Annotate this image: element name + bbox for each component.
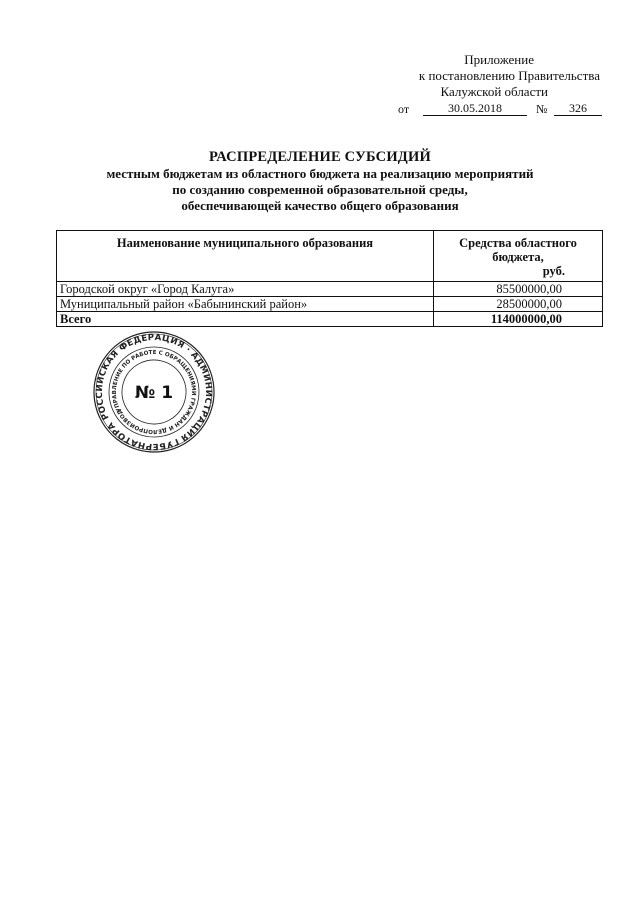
from-label: от xyxy=(398,102,410,116)
resolution-date: 30.05.2018 xyxy=(423,101,527,116)
header-funds-unit: руб. xyxy=(542,264,565,278)
appendix-header xyxy=(360,52,600,100)
table-total-row xyxy=(57,312,603,327)
appendix-region: Калужской области xyxy=(440,84,548,99)
official-seal xyxy=(90,330,218,454)
seal-number: № 1 xyxy=(134,383,174,403)
title-main: РАСПРЕДЕЛЕНИЕ СУБСИДИЙ xyxy=(209,149,431,165)
title-line-1: местным бюджетам из областного бюджета на реализацию мероприятий xyxy=(106,166,534,181)
table-row xyxy=(57,297,603,312)
header-funds xyxy=(434,231,603,282)
row-amount: 28500000,00 xyxy=(434,297,603,312)
resolution-date-number xyxy=(398,102,603,118)
table-row xyxy=(57,282,603,297)
row-municipality: Муниципальный район «Бабынинский район» xyxy=(57,297,434,312)
document-title xyxy=(0,148,640,214)
number-label: № xyxy=(536,102,548,116)
header-funds-line1: Средства областного xyxy=(459,236,577,250)
total-label: Всего xyxy=(57,312,434,327)
total-amount: 114000000,00 xyxy=(434,312,603,327)
row-municipality: Городской округ «Город Калуга» xyxy=(57,282,434,297)
table-header-row xyxy=(57,231,603,282)
seal-outer-text: РОССИЙСКАЯ ФЕДЕРАЦИЯ · АДМИНИСТРАЦИЯ ГУБЕРНАТОРА xyxy=(94,332,214,452)
title-line-2: по созданию современной образовательной среды, xyxy=(172,182,468,197)
row-amount: 85500000,00 xyxy=(434,282,603,297)
title-line-3: обеспечивающей качество общего образования xyxy=(181,198,459,213)
subsidy-table xyxy=(56,230,603,327)
appendix-resolution: к постановлению Правительства xyxy=(418,68,600,83)
header-funds-line2: бюджета, xyxy=(492,250,544,264)
header-municipality: Наименование муниципального образования xyxy=(57,231,434,282)
resolution-number: 326 xyxy=(554,101,602,116)
seal-inner-text: УПРАВЛЕНИЕ ПО РАБОТЕ С ОБРАЩЕНИЯМИ ГРАЖДАН И ДЕЛОПРОИЗВОДСТВУ xyxy=(111,349,197,435)
appendix-label: Приложение xyxy=(464,52,534,67)
